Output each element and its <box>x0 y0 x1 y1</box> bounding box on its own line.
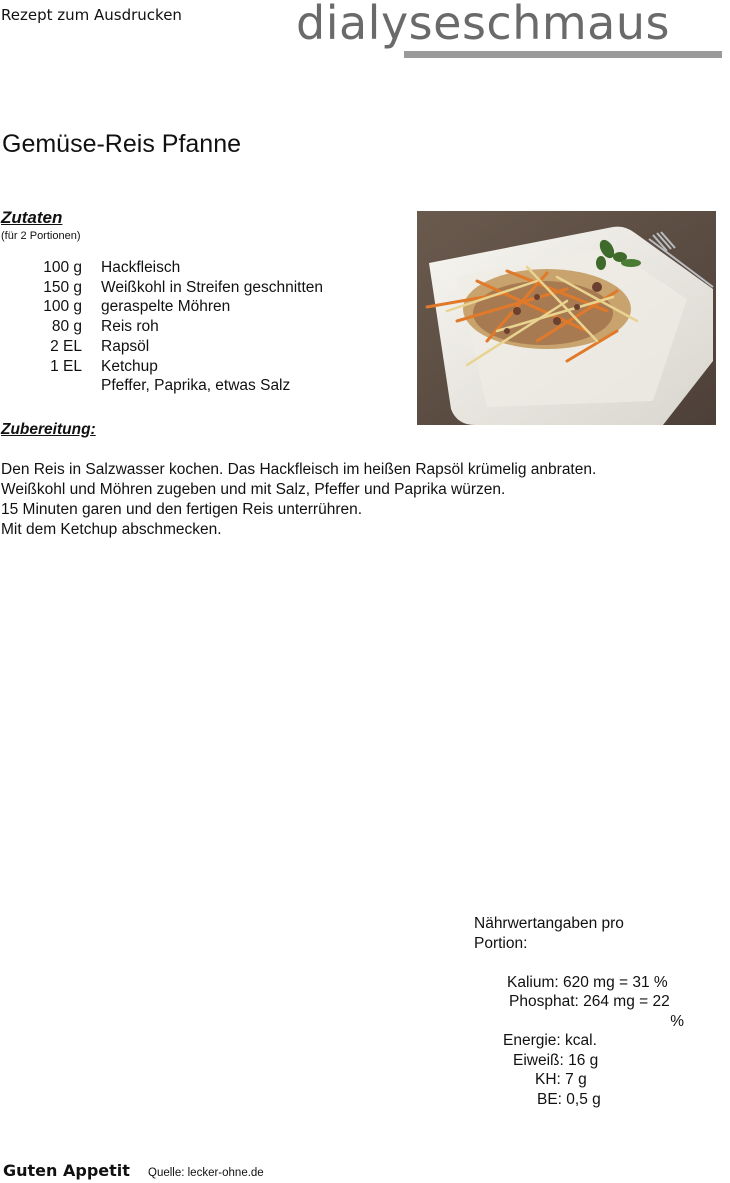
ingredient-name: Reis roh <box>101 318 159 336</box>
nutrition-kh: KH: 7 g <box>535 1071 587 1088</box>
ingredient-row <box>0 357 323 377</box>
ingredients-list <box>0 258 323 396</box>
ingredients-heading: Zutaten <box>1 208 63 227</box>
nutrition-be: BE: 0,5 g <box>537 1090 601 1108</box>
ingredient-row <box>0 297 323 317</box>
preparation-heading: Zubereitung: <box>1 421 96 438</box>
ingredient-amount: 80 g <box>51 318 82 336</box>
nutrition-eiweiss: Eiweiß: 16 g <box>513 1051 599 1069</box>
ingredient-row <box>0 376 323 396</box>
ingredient-row <box>0 317 323 337</box>
ingredient-row <box>0 258 323 278</box>
ingredient-name: Pfeffer, Paprika, etwas Salz <box>101 377 291 395</box>
preparation-step: 15 Minuten garen und den fertigen Reis unterrühren. <box>1 501 363 518</box>
footer-source: Quelle: lecker-ohne.de <box>148 1167 264 1179</box>
ingredient-amount: 100 g <box>43 298 82 316</box>
footer-greeting: Guten Appetit <box>3 1161 130 1180</box>
preparation-step: Den Reis in Salzwasser kochen. Das Hackfleisch im heißen Rapsöl krümelig anbraten. <box>1 461 597 478</box>
nutrition-heading: Nährwertangaben pro Portion: <box>474 915 624 952</box>
ingredient-row <box>0 337 323 357</box>
recipe-title: Gemüse-Reis Pfanne <box>2 130 242 158</box>
ingredient-name: geraspelte Möhren <box>101 298 231 316</box>
preparation-steps <box>1 460 596 540</box>
logo-underline-bar <box>404 51 722 58</box>
ingredient-amount: 2 EL <box>50 337 82 355</box>
servings-note: (für 2 Portionen) <box>1 230 81 242</box>
nutrition-facts <box>474 914 686 1109</box>
nutrition-energie: Energie: kcal. <box>503 1032 597 1049</box>
ingredient-amount: 1 EL <box>50 357 82 375</box>
ingredient-row <box>0 278 323 298</box>
ingredient-name: Ketchup <box>101 357 158 375</box>
preparation-step: Weißkohl und Möhren zugeben und mit Salz, Pfeffer und Paprika würzen. <box>1 481 506 498</box>
nutrition-phosphat: Phosphat: 264 mg = 22 <box>509 993 670 1010</box>
nutrition-phosphat-unit: % <box>670 1012 684 1030</box>
ingredient-amount: 100 g <box>43 259 82 276</box>
ingredient-amount <box>0 376 82 396</box>
ingredient-name: Rapsöl <box>101 337 150 355</box>
ingredient-amount: 150 g <box>43 278 82 296</box>
nutrition-kalium: Kalium: 620 mg = 31 % <box>507 973 668 991</box>
preparation-step: Mit dem Ketchup abschmecken. <box>1 521 222 538</box>
site-logo[interactable] <box>296 0 724 62</box>
print-label: Rezept zum Ausdrucken <box>1 6 182 24</box>
ingredient-name: Weißkohl in Streifen geschnitten <box>101 278 323 296</box>
dish-photo <box>417 211 716 425</box>
logo-text: dialyseschmaus <box>296 0 670 50</box>
ingredient-name: Hackfleisch <box>101 259 181 276</box>
